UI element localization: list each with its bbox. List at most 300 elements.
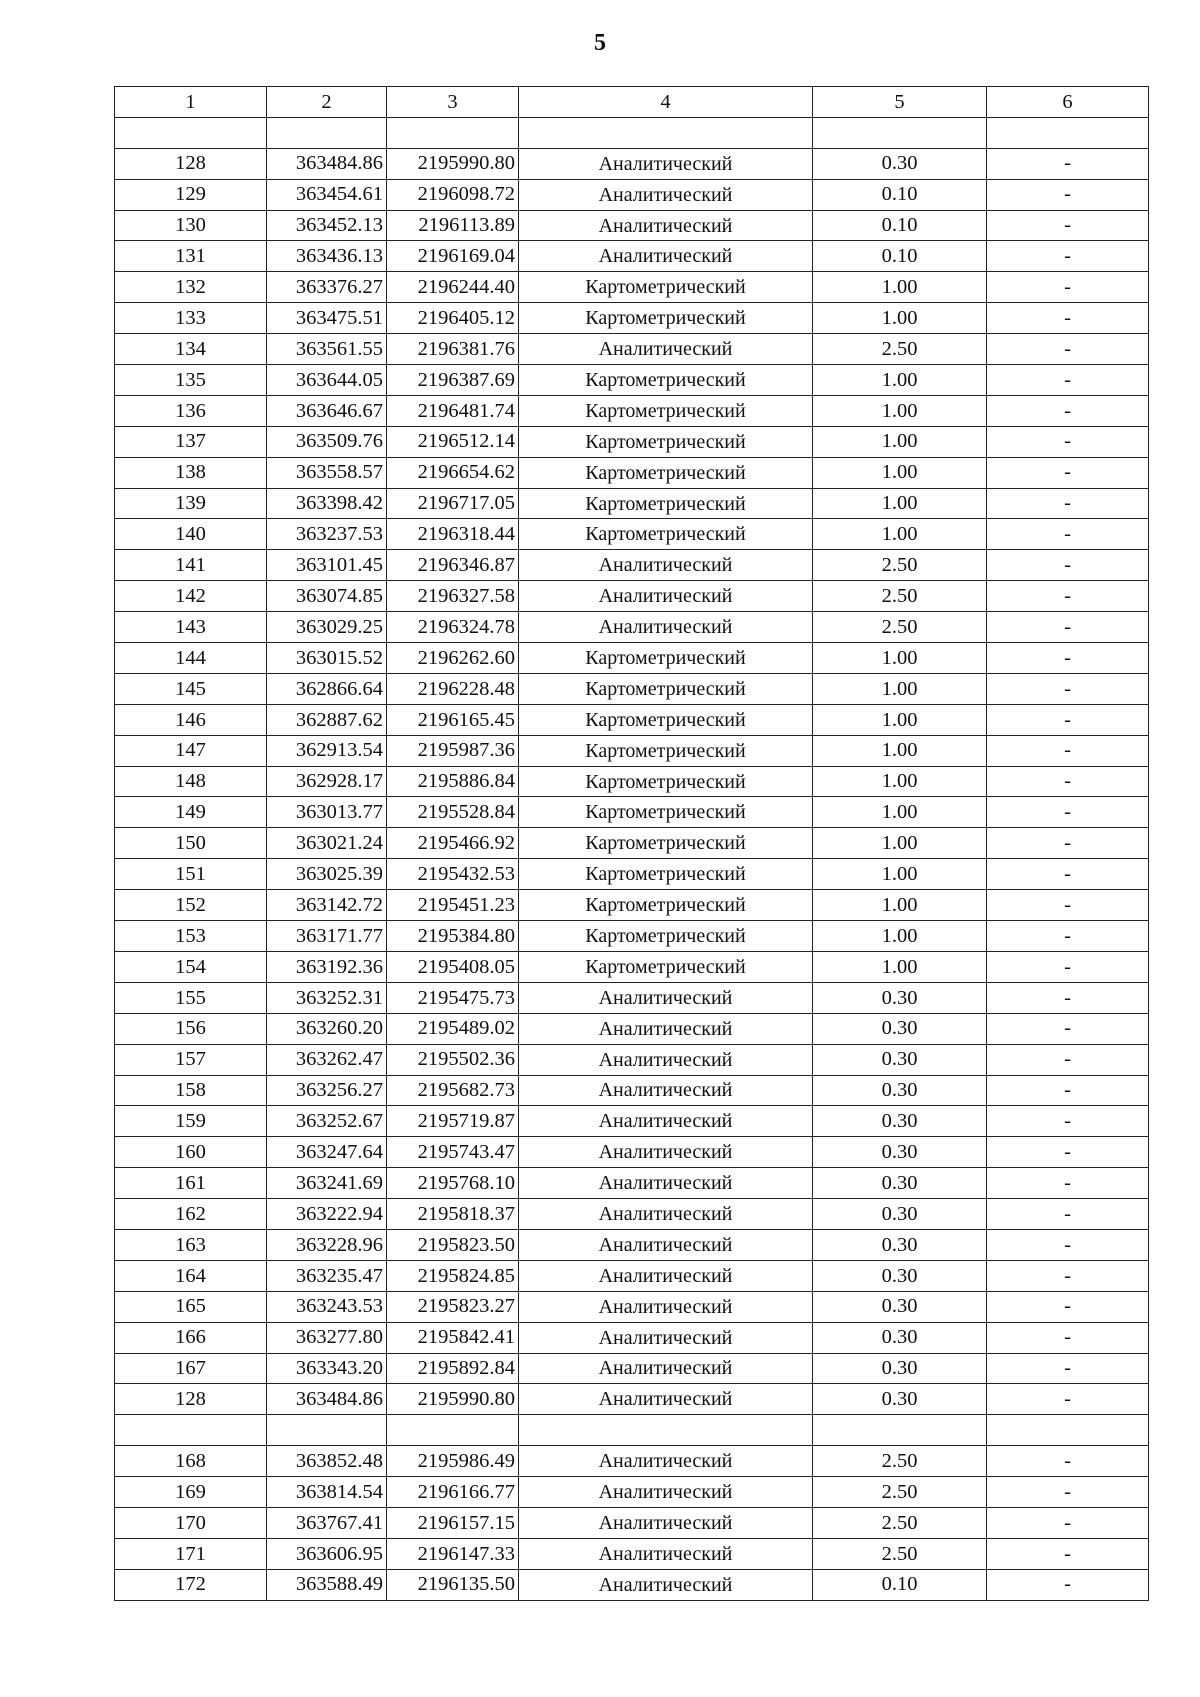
x-coordinate-cell: 363252.31 bbox=[267, 982, 387, 1013]
x-coordinate-cell: 363247.64 bbox=[267, 1137, 387, 1168]
y-coordinate-cell: 2196512.14 bbox=[387, 426, 519, 457]
description-cell: - bbox=[987, 395, 1149, 426]
accuracy-cell: 2.50 bbox=[813, 1446, 987, 1477]
coordinates-table bbox=[114, 86, 1149, 1601]
y-coordinate-cell: 2195842.41 bbox=[387, 1322, 519, 1353]
y-coordinate-cell: 2195986.49 bbox=[387, 1446, 519, 1477]
accuracy-cell: 0.30 bbox=[813, 1322, 987, 1353]
method-cell: Аналитический bbox=[519, 1538, 813, 1569]
method-cell: Картометрический bbox=[519, 457, 813, 488]
accuracy-cell: 0.30 bbox=[813, 1137, 987, 1168]
x-coordinate-cell: 363252.67 bbox=[267, 1106, 387, 1137]
accuracy-cell: 1.00 bbox=[813, 426, 987, 457]
x-coordinate-cell bbox=[267, 117, 387, 148]
description-cell: - bbox=[987, 1291, 1149, 1322]
y-coordinate-cell: 2195818.37 bbox=[387, 1199, 519, 1230]
point-number-cell: 168 bbox=[115, 1446, 267, 1477]
y-coordinate-cell: 2196346.87 bbox=[387, 550, 519, 581]
description-cell: - bbox=[987, 1353, 1149, 1384]
table-row bbox=[115, 890, 1149, 921]
point-number-cell: 137 bbox=[115, 426, 267, 457]
method-cell: Аналитический bbox=[519, 1477, 813, 1508]
blank-row bbox=[115, 1415, 1149, 1446]
y-coordinate-cell: 2196481.74 bbox=[387, 395, 519, 426]
table-row bbox=[115, 1353, 1149, 1384]
point-number-cell: 145 bbox=[115, 673, 267, 704]
description-cell: - bbox=[987, 365, 1149, 396]
point-number-cell: 140 bbox=[115, 519, 267, 550]
point-number-cell: 170 bbox=[115, 1507, 267, 1538]
x-coordinate-cell: 363015.52 bbox=[267, 643, 387, 674]
description-cell: - bbox=[987, 488, 1149, 519]
point-number-cell: 142 bbox=[115, 581, 267, 612]
point-number-cell: 138 bbox=[115, 457, 267, 488]
accuracy-cell: 1.00 bbox=[813, 457, 987, 488]
y-coordinate-cell: 2196654.62 bbox=[387, 457, 519, 488]
y-coordinate-cell: 2195682.73 bbox=[387, 1075, 519, 1106]
x-coordinate-cell: 363142.72 bbox=[267, 890, 387, 921]
method-cell: Картометрический bbox=[519, 797, 813, 828]
table-row bbox=[115, 766, 1149, 797]
accuracy-cell: 0.30 bbox=[813, 1013, 987, 1044]
accuracy-cell: 2.50 bbox=[813, 612, 987, 643]
y-coordinate-cell: 2195743.47 bbox=[387, 1137, 519, 1168]
accuracy-cell bbox=[813, 1415, 987, 1446]
description-cell: - bbox=[987, 1137, 1149, 1168]
table-row bbox=[115, 1199, 1149, 1230]
accuracy-cell: 0.10 bbox=[813, 1569, 987, 1600]
table-row bbox=[115, 643, 1149, 674]
accuracy-cell: 0.10 bbox=[813, 210, 987, 241]
description-cell: - bbox=[987, 1168, 1149, 1199]
method-cell: Картометрический bbox=[519, 951, 813, 982]
point-number-cell: 136 bbox=[115, 395, 267, 426]
method-cell: Аналитический bbox=[519, 1106, 813, 1137]
y-coordinate-cell: 2196262.60 bbox=[387, 643, 519, 674]
method-cell: Аналитический bbox=[519, 1199, 813, 1230]
accuracy-cell: 1.00 bbox=[813, 365, 987, 396]
y-coordinate-cell: 2195475.73 bbox=[387, 982, 519, 1013]
point-number-cell: 172 bbox=[115, 1569, 267, 1600]
description-cell: - bbox=[987, 921, 1149, 952]
point-number-cell: 165 bbox=[115, 1291, 267, 1322]
point-number-cell: 128 bbox=[115, 1384, 267, 1415]
y-coordinate-cell: 2196717.05 bbox=[387, 488, 519, 519]
method-cell: Аналитический bbox=[519, 1168, 813, 1199]
description-cell: - bbox=[987, 735, 1149, 766]
accuracy-cell: 0.30 bbox=[813, 1260, 987, 1291]
x-coordinate-cell: 363398.42 bbox=[267, 488, 387, 519]
y-coordinate-cell: 2195384.80 bbox=[387, 921, 519, 952]
accuracy-cell: 0.30 bbox=[813, 1199, 987, 1230]
y-coordinate-cell: 2196381.76 bbox=[387, 334, 519, 365]
point-number-cell: 160 bbox=[115, 1137, 267, 1168]
method-cell: Аналитический bbox=[519, 1384, 813, 1415]
point-number-cell: 154 bbox=[115, 951, 267, 982]
y-coordinate-cell: 2195502.36 bbox=[387, 1044, 519, 1075]
table-row bbox=[115, 1013, 1149, 1044]
method-cell: Картометрический bbox=[519, 704, 813, 735]
table-row bbox=[115, 457, 1149, 488]
accuracy-cell: 1.00 bbox=[813, 395, 987, 426]
point-number-cell: 144 bbox=[115, 643, 267, 674]
y-coordinate-cell: 2195990.80 bbox=[387, 1384, 519, 1415]
description-cell: - bbox=[987, 148, 1149, 179]
method-cell: Картометрический bbox=[519, 766, 813, 797]
x-coordinate-cell: 363277.80 bbox=[267, 1322, 387, 1353]
description-cell: - bbox=[987, 1477, 1149, 1508]
table-row bbox=[115, 519, 1149, 550]
x-coordinate-cell: 363588.49 bbox=[267, 1569, 387, 1600]
point-number-cell: 132 bbox=[115, 272, 267, 303]
table-row bbox=[115, 488, 1149, 519]
point-number-cell: 158 bbox=[115, 1075, 267, 1106]
header-cell: 3 bbox=[387, 87, 519, 118]
table-row bbox=[115, 581, 1149, 612]
description-cell: - bbox=[987, 766, 1149, 797]
description-cell: - bbox=[987, 179, 1149, 210]
method-cell: Картометрический bbox=[519, 828, 813, 859]
accuracy-cell: 1.00 bbox=[813, 704, 987, 735]
description-cell: - bbox=[987, 1507, 1149, 1538]
header-cell: 4 bbox=[519, 87, 813, 118]
x-coordinate-cell: 363558.57 bbox=[267, 457, 387, 488]
description-cell: - bbox=[987, 828, 1149, 859]
method-cell: Аналитический bbox=[519, 210, 813, 241]
description-cell: - bbox=[987, 1446, 1149, 1477]
description-cell: - bbox=[987, 519, 1149, 550]
table-row bbox=[115, 1106, 1149, 1137]
table-row bbox=[115, 1075, 1149, 1106]
point-number-cell: 130 bbox=[115, 210, 267, 241]
x-coordinate-cell: 363376.27 bbox=[267, 272, 387, 303]
table-row bbox=[115, 1229, 1149, 1260]
point-number-cell: 169 bbox=[115, 1477, 267, 1508]
accuracy-cell: 0.30 bbox=[813, 1075, 987, 1106]
y-coordinate-cell: 2196135.50 bbox=[387, 1569, 519, 1600]
y-coordinate-cell bbox=[387, 117, 519, 148]
description-cell: - bbox=[987, 704, 1149, 735]
description-cell: - bbox=[987, 1229, 1149, 1260]
method-cell: Аналитический bbox=[519, 1075, 813, 1106]
point-number-cell: 156 bbox=[115, 1013, 267, 1044]
x-coordinate-cell: 363561.55 bbox=[267, 334, 387, 365]
description-cell: - bbox=[987, 1013, 1149, 1044]
table-row bbox=[115, 1260, 1149, 1291]
header-cell: 2 bbox=[267, 87, 387, 118]
description-cell: - bbox=[987, 673, 1149, 704]
y-coordinate-cell: 2196165.45 bbox=[387, 704, 519, 735]
description-cell: - bbox=[987, 272, 1149, 303]
y-coordinate-cell: 2196405.12 bbox=[387, 303, 519, 334]
table-body bbox=[115, 117, 1149, 1600]
x-coordinate-cell: 363171.77 bbox=[267, 921, 387, 952]
description-cell: - bbox=[987, 951, 1149, 982]
description-cell: - bbox=[987, 210, 1149, 241]
method-cell: Картометрический bbox=[519, 519, 813, 550]
description-cell: - bbox=[987, 334, 1149, 365]
accuracy-cell: 0.30 bbox=[813, 1384, 987, 1415]
point-number-cell: 128 bbox=[115, 148, 267, 179]
description-cell: - bbox=[987, 643, 1149, 674]
description-cell: - bbox=[987, 1106, 1149, 1137]
method-cell: Картометрический bbox=[519, 859, 813, 890]
accuracy-cell: 1.00 bbox=[813, 272, 987, 303]
description-cell: - bbox=[987, 797, 1149, 828]
header-row bbox=[115, 87, 1149, 118]
method-cell: Картометрический bbox=[519, 272, 813, 303]
method-cell: Картометрический bbox=[519, 365, 813, 396]
x-coordinate-cell: 363436.13 bbox=[267, 241, 387, 272]
table-row bbox=[115, 1384, 1149, 1415]
y-coordinate-cell: 2195528.84 bbox=[387, 797, 519, 828]
point-number-cell: 162 bbox=[115, 1199, 267, 1230]
method-cell: Картометрический bbox=[519, 395, 813, 426]
description-cell: - bbox=[987, 612, 1149, 643]
accuracy-cell: 2.50 bbox=[813, 1507, 987, 1538]
description-cell bbox=[987, 117, 1149, 148]
x-coordinate-cell: 363192.36 bbox=[267, 951, 387, 982]
y-coordinate-cell: 2196327.58 bbox=[387, 581, 519, 612]
x-coordinate-cell: 363452.13 bbox=[267, 210, 387, 241]
y-coordinate-cell: 2196324.78 bbox=[387, 612, 519, 643]
x-coordinate-cell bbox=[267, 1415, 387, 1446]
table-row bbox=[115, 673, 1149, 704]
accuracy-cell: 2.50 bbox=[813, 581, 987, 612]
table-row bbox=[115, 1477, 1149, 1508]
point-number-cell: 148 bbox=[115, 766, 267, 797]
table-row bbox=[115, 241, 1149, 272]
point-number-cell: 134 bbox=[115, 334, 267, 365]
accuracy-cell: 1.00 bbox=[813, 673, 987, 704]
y-coordinate-cell: 2195823.50 bbox=[387, 1229, 519, 1260]
x-coordinate-cell: 362866.64 bbox=[267, 673, 387, 704]
accuracy-cell: 2.50 bbox=[813, 334, 987, 365]
x-coordinate-cell: 363021.24 bbox=[267, 828, 387, 859]
point-number-cell: 147 bbox=[115, 735, 267, 766]
accuracy-cell: 0.10 bbox=[813, 241, 987, 272]
y-coordinate-cell: 2196228.48 bbox=[387, 673, 519, 704]
y-coordinate-cell: 2196166.77 bbox=[387, 1477, 519, 1508]
point-number-cell: 139 bbox=[115, 488, 267, 519]
table-row bbox=[115, 550, 1149, 581]
accuracy-cell: 1.00 bbox=[813, 488, 987, 519]
y-coordinate-cell: 2195408.05 bbox=[387, 951, 519, 982]
table-row bbox=[115, 1291, 1149, 1322]
accuracy-cell: 1.00 bbox=[813, 921, 987, 952]
method-cell: Картометрический bbox=[519, 303, 813, 334]
x-coordinate-cell: 363025.39 bbox=[267, 859, 387, 890]
point-number-cell: 167 bbox=[115, 1353, 267, 1384]
accuracy-cell: 0.30 bbox=[813, 148, 987, 179]
y-coordinate-cell: 2195489.02 bbox=[387, 1013, 519, 1044]
method-cell: Аналитический bbox=[519, 1044, 813, 1075]
header-cell: 5 bbox=[813, 87, 987, 118]
accuracy-cell: 1.00 bbox=[813, 828, 987, 859]
y-coordinate-cell bbox=[387, 1415, 519, 1446]
x-coordinate-cell: 362928.17 bbox=[267, 766, 387, 797]
table-row bbox=[115, 1322, 1149, 1353]
method-cell: Аналитический bbox=[519, 1507, 813, 1538]
description-cell: - bbox=[987, 982, 1149, 1013]
x-coordinate-cell: 363235.47 bbox=[267, 1260, 387, 1291]
table-row bbox=[115, 612, 1149, 643]
x-coordinate-cell: 363243.53 bbox=[267, 1291, 387, 1322]
description-cell: - bbox=[987, 1384, 1149, 1415]
x-coordinate-cell: 363343.20 bbox=[267, 1353, 387, 1384]
x-coordinate-cell: 363475.51 bbox=[267, 303, 387, 334]
method-cell: Картометрический bbox=[519, 426, 813, 457]
table-row bbox=[115, 272, 1149, 303]
accuracy-cell: 0.30 bbox=[813, 1044, 987, 1075]
x-coordinate-cell: 363814.54 bbox=[267, 1477, 387, 1508]
method-cell: Аналитический bbox=[519, 581, 813, 612]
y-coordinate-cell: 2195719.87 bbox=[387, 1106, 519, 1137]
x-coordinate-cell: 363262.47 bbox=[267, 1044, 387, 1075]
table-row bbox=[115, 828, 1149, 859]
accuracy-cell: 1.00 bbox=[813, 859, 987, 890]
accuracy-cell: 1.00 bbox=[813, 303, 987, 334]
description-cell: - bbox=[987, 1322, 1149, 1353]
description-cell: - bbox=[987, 1199, 1149, 1230]
table-row bbox=[115, 365, 1149, 396]
y-coordinate-cell: 2195987.36 bbox=[387, 735, 519, 766]
x-coordinate-cell: 363228.96 bbox=[267, 1229, 387, 1260]
x-coordinate-cell: 363852.48 bbox=[267, 1446, 387, 1477]
point-number-cell: 155 bbox=[115, 982, 267, 1013]
y-coordinate-cell: 2195824.85 bbox=[387, 1260, 519, 1291]
accuracy-cell: 1.00 bbox=[813, 890, 987, 921]
point-number-cell: 146 bbox=[115, 704, 267, 735]
description-cell: - bbox=[987, 1569, 1149, 1600]
table-row bbox=[115, 859, 1149, 890]
x-coordinate-cell: 363256.27 bbox=[267, 1075, 387, 1106]
y-coordinate-cell: 2196169.04 bbox=[387, 241, 519, 272]
table-row bbox=[115, 210, 1149, 241]
point-number-cell: 161 bbox=[115, 1168, 267, 1199]
header-cell: 6 bbox=[987, 87, 1149, 118]
method-cell: Аналитический bbox=[519, 1322, 813, 1353]
y-coordinate-cell: 2196318.44 bbox=[387, 519, 519, 550]
accuracy-cell: 0.10 bbox=[813, 179, 987, 210]
table-row bbox=[115, 334, 1149, 365]
accuracy-cell: 1.00 bbox=[813, 797, 987, 828]
description-cell: - bbox=[987, 550, 1149, 581]
table-row bbox=[115, 1569, 1149, 1600]
point-number-cell: 133 bbox=[115, 303, 267, 334]
y-coordinate-cell: 2195768.10 bbox=[387, 1168, 519, 1199]
table-row bbox=[115, 1168, 1149, 1199]
accuracy-cell: 0.30 bbox=[813, 982, 987, 1013]
accuracy-cell: 2.50 bbox=[813, 1477, 987, 1508]
method-cell: Аналитический bbox=[519, 148, 813, 179]
y-coordinate-cell: 2196147.33 bbox=[387, 1538, 519, 1569]
y-coordinate-cell: 2196098.72 bbox=[387, 179, 519, 210]
method-cell: Картометрический bbox=[519, 643, 813, 674]
y-coordinate-cell: 2195990.80 bbox=[387, 148, 519, 179]
x-coordinate-cell: 363646.67 bbox=[267, 395, 387, 426]
y-coordinate-cell: 2195466.92 bbox=[387, 828, 519, 859]
y-coordinate-cell: 2195432.53 bbox=[387, 859, 519, 890]
accuracy-cell: 1.00 bbox=[813, 951, 987, 982]
y-coordinate-cell: 2196387.69 bbox=[387, 365, 519, 396]
accuracy-cell bbox=[813, 117, 987, 148]
method-cell: Аналитический bbox=[519, 550, 813, 581]
table-row bbox=[115, 797, 1149, 828]
description-cell: - bbox=[987, 1538, 1149, 1569]
table-row bbox=[115, 426, 1149, 457]
x-coordinate-cell: 363484.86 bbox=[267, 148, 387, 179]
method-cell: Картометрический bbox=[519, 488, 813, 519]
page-number: 5 bbox=[594, 30, 606, 56]
x-coordinate-cell: 363644.05 bbox=[267, 365, 387, 396]
table-row bbox=[115, 951, 1149, 982]
x-coordinate-cell: 363241.69 bbox=[267, 1168, 387, 1199]
x-coordinate-cell: 363074.85 bbox=[267, 581, 387, 612]
point-number-cell: 131 bbox=[115, 241, 267, 272]
accuracy-cell: 2.50 bbox=[813, 1538, 987, 1569]
table-row bbox=[115, 1044, 1149, 1075]
description-cell: - bbox=[987, 1044, 1149, 1075]
point-number-cell: 129 bbox=[115, 179, 267, 210]
method-cell: Аналитический bbox=[519, 179, 813, 210]
x-coordinate-cell: 363029.25 bbox=[267, 612, 387, 643]
method-cell bbox=[519, 1415, 813, 1446]
description-cell: - bbox=[987, 1075, 1149, 1106]
description-cell bbox=[987, 1415, 1149, 1446]
description-cell: - bbox=[987, 303, 1149, 334]
y-coordinate-cell: 2196113.89 bbox=[387, 210, 519, 241]
method-cell: Аналитический bbox=[519, 1137, 813, 1168]
y-coordinate-cell: 2195451.23 bbox=[387, 890, 519, 921]
point-number-cell: 151 bbox=[115, 859, 267, 890]
point-number-cell: 171 bbox=[115, 1538, 267, 1569]
method-cell: Аналитический bbox=[519, 1446, 813, 1477]
point-number-cell bbox=[115, 1415, 267, 1446]
x-coordinate-cell: 363101.45 bbox=[267, 550, 387, 581]
description-cell: - bbox=[987, 890, 1149, 921]
point-number-cell: 153 bbox=[115, 921, 267, 952]
accuracy-cell: 1.00 bbox=[813, 643, 987, 674]
description-cell: - bbox=[987, 859, 1149, 890]
method-cell: Картометрический bbox=[519, 890, 813, 921]
x-coordinate-cell: 363606.95 bbox=[267, 1538, 387, 1569]
point-number-cell: 135 bbox=[115, 365, 267, 396]
table-row bbox=[115, 704, 1149, 735]
y-coordinate-cell: 2195823.27 bbox=[387, 1291, 519, 1322]
table-row bbox=[115, 1446, 1149, 1477]
x-coordinate-cell: 363237.53 bbox=[267, 519, 387, 550]
header-cell: 1 bbox=[115, 87, 267, 118]
point-number-cell: 150 bbox=[115, 828, 267, 859]
description-cell: - bbox=[987, 241, 1149, 272]
method-cell: Аналитический bbox=[519, 1569, 813, 1600]
point-number-cell: 141 bbox=[115, 550, 267, 581]
point-number-cell: 166 bbox=[115, 1322, 267, 1353]
method-cell: Аналитический bbox=[519, 1260, 813, 1291]
table-row bbox=[115, 1538, 1149, 1569]
point-number-cell: 164 bbox=[115, 1260, 267, 1291]
method-cell: Картометрический bbox=[519, 921, 813, 952]
description-cell: - bbox=[987, 1260, 1149, 1291]
x-coordinate-cell: 362913.54 bbox=[267, 735, 387, 766]
blank-row bbox=[115, 117, 1149, 148]
x-coordinate-cell: 363484.86 bbox=[267, 1384, 387, 1415]
method-cell: Аналитический bbox=[519, 1229, 813, 1260]
x-coordinate-cell: 363222.94 bbox=[267, 1199, 387, 1230]
table-row bbox=[115, 303, 1149, 334]
table-row bbox=[115, 921, 1149, 952]
